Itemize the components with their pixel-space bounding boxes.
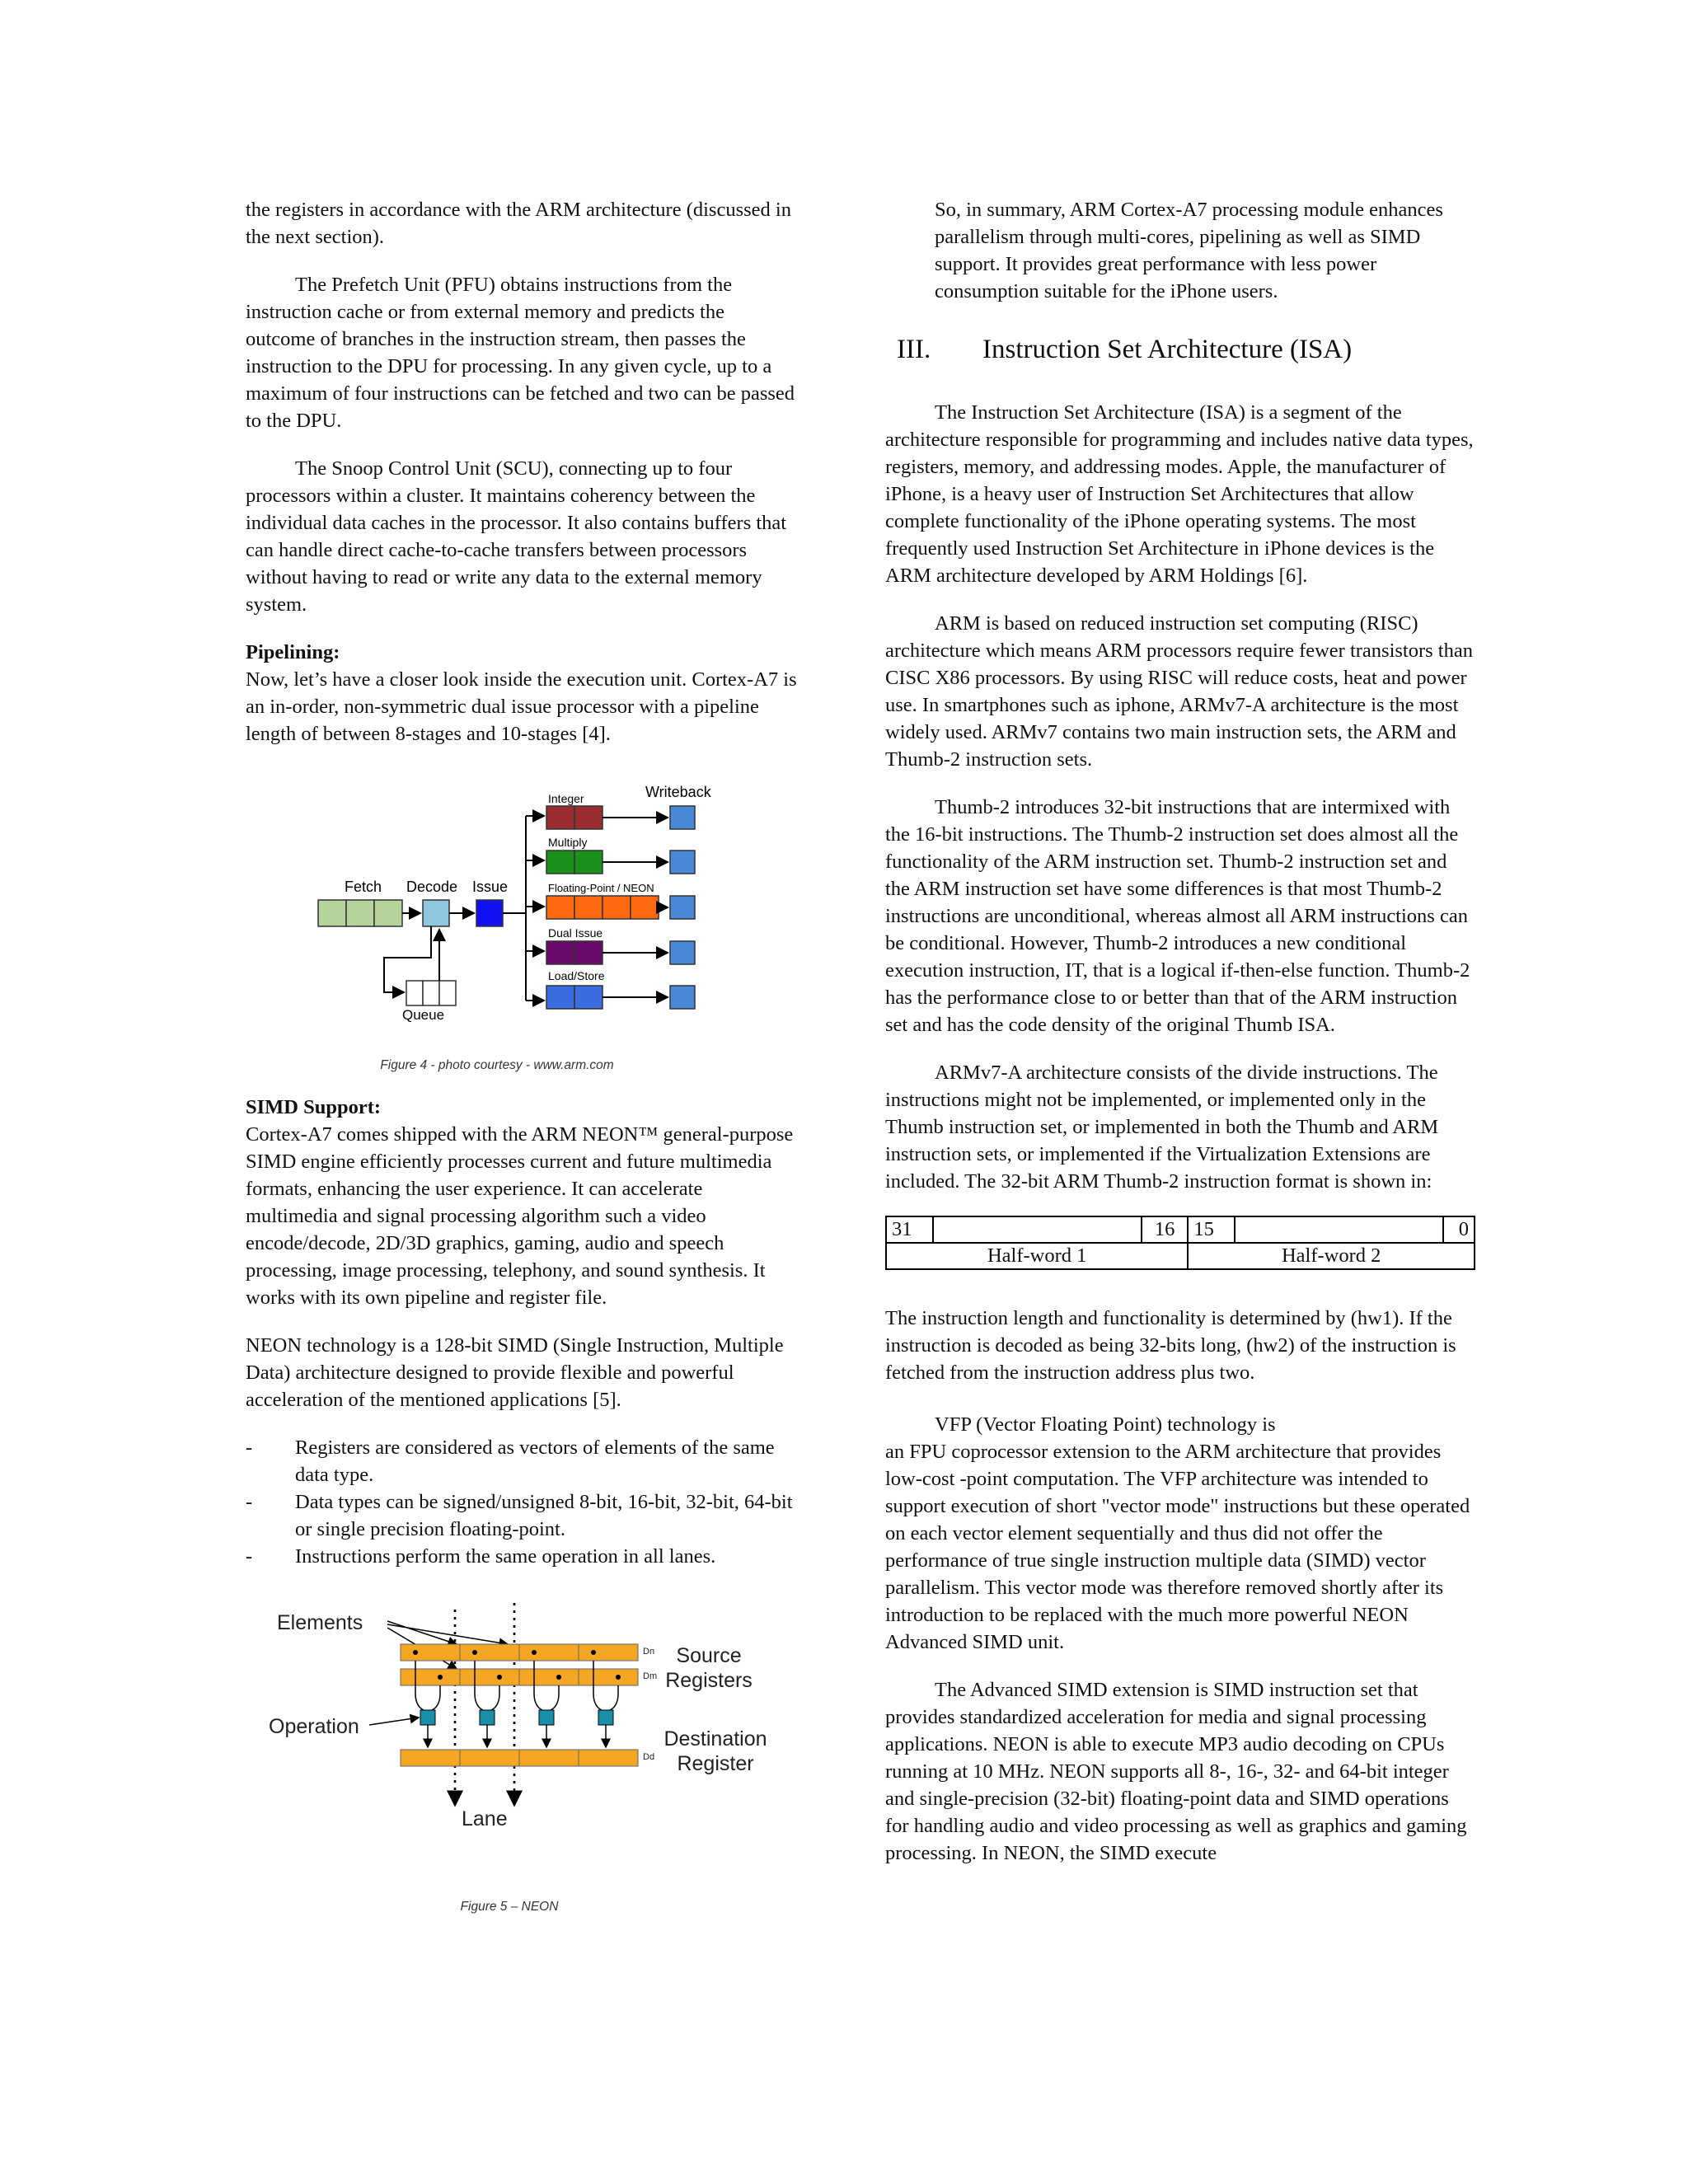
bit-16: 16 xyxy=(1142,1216,1189,1243)
paragraph-armv7: ARMv7-A architecture consists of the divide instructions. The instructions might not be implemented, or implemented only in the Thumb instruction set, or implemented in both the Thumb and ARM instruction sets, or implemented if the Virtualization Extensions are included. The 32-bit ARM Thumb-2 instruction format is shown in: xyxy=(885,1062,1439,1193)
integer-pipe xyxy=(546,806,603,829)
list-item: - Data types can be signed/unsigned 8-bit, 16-bit, 32-bit, 64-bit or single precision floating-point. xyxy=(246,1491,793,1540)
operation-label: Operation xyxy=(269,1715,359,1738)
multiply-label: Multiply xyxy=(548,836,588,849)
figure-5 xyxy=(246,1595,798,1924)
register-dm xyxy=(401,1669,638,1685)
bullet-list xyxy=(246,1434,798,1570)
paragraph-isa: The Instruction Set Architecture (ISA) is a segment of the architecture responsible for programming and includes native data types, registers, memory, and addressing modes. Apple, the manufacturer of iPhone, is a heavy user of Instruction Set Architectures that allow complete functionality of the iPhone operating systems. The most frequently used Instruction Set Architecture in iPhone devices is the ARM architecture developed by ARM Holdings [6]. xyxy=(885,401,1474,587)
list-item: - Instructions perform the same operation in all lanes. xyxy=(246,1545,716,1568)
destination-label: Destination xyxy=(663,1727,767,1750)
half-word-2: Half-word 2 xyxy=(1188,1243,1475,1269)
paragraph-advanced-simd: The Advanced SIMD extension is SIMD instruction set that provides standardized acceleration for media and signal processing applications. NEON is able to execute MP3 audio decoding on CPUs running at 10 MHz. NEON supports all 8-, 16-, 32- and 64-bit integer and single-precision (32-bit) floating-point data and SIMD operations for handling audio and video processing as well as graphics and gaming processing. In NEON, the SIMD execute xyxy=(885,1679,1467,1864)
integer-label: Integer xyxy=(548,792,584,805)
decode-stage xyxy=(423,900,449,926)
bit-31: 31 xyxy=(886,1216,933,1243)
figure-4-caption: Figure 4 - photo courtesy - www.arm.com xyxy=(380,1058,614,1072)
decode-label: Decode xyxy=(406,879,458,895)
section-heading xyxy=(885,333,1475,366)
paragraph-scu: The Snoop Control Unit (SCU), connecting up to four processors within a cluster. It maintains coherency between the individual data caches in the processor. It also contains buffers that can handle direct cache-to-cache transfers between processors without having to read or write any data to the external memory system. xyxy=(246,457,787,616)
fpneon-pipe xyxy=(546,896,659,919)
loadstore-label: Load/Store xyxy=(548,969,605,982)
queue-stage xyxy=(406,981,456,1005)
writeback-label: Writeback xyxy=(645,784,711,800)
register-dn xyxy=(401,1644,638,1661)
writeback-stage xyxy=(670,806,695,1009)
fetch-label: Fetch xyxy=(345,879,382,895)
left-column xyxy=(246,196,798,1924)
paragraph-vfp: VFP (Vector Floating Point) technology is an FPU coprocessor extension to the ARM architecture that provides low-cost -point computation. The VFP architecture was intended to support execution of short "vector mode" instructions but these operated on each vector element sequentially and thus did not offer the performance of true single instruction multiple data (SIMD) vector parallelism. This vector mode was therefore removed shortly after its introduction to be replaced with the much more powerful NEON Advanced SIMD unit. xyxy=(885,1413,1470,1653)
paragraph-thumb: Thumb-2 introduces 32-bit instructions that are intermixed with the 16-bit instructions. The Thumb-2 instruction set does almost all the functionality of the ARM instruction set. Thumb-2 instruction set and the ARM instruction set have some differences is that most Thumb-2 instructions are unconditional, whereas almost all ARM instructions can be conditional. However, Thumb-2 introduces a new conditional execution instruction, IT, that is a logical if-then-else function. Thumb-2 has the performance close to or better than that of the ARM instruction set and has the code density of the original Thumb ISA. xyxy=(885,796,1470,1036)
figure-4 xyxy=(246,768,798,1072)
dm-label: Dm xyxy=(643,1671,658,1681)
section-title: Instruction Set Architecture (ISA) xyxy=(982,335,1353,364)
paragraph-neon: NEON technology is a 128-bit SIMD (Single Instruction, Multiple Data) architecture designed to provide flexible and powerful acceleration of the mentioned applications [5]. xyxy=(246,1334,784,1411)
fetch-stage xyxy=(318,900,402,926)
paragraph-pipelining: Now, let’s have a closer look inside the execution unit. Cortex-A7 is an in-order, non-symmetric dual issue processor with a pipeline length of between 8-stages and 10-stages [4]. xyxy=(246,668,797,745)
paragraph-length: The instruction length and functionality is determined by (hw1). If the instruction is decoded as being 32-bits long, (hw2) of the instruction is fetched from the instruction address plus two. xyxy=(885,1307,1456,1384)
half-word-1: Half-word 1 xyxy=(886,1243,1188,1269)
register-label: Register xyxy=(677,1752,754,1775)
instruction-format-table xyxy=(885,1216,1475,1270)
lane-label: Lane xyxy=(462,1807,508,1830)
paragraph-risc: ARM is based on reduced instruction set computing (RISC) architecture which means ARM processors require fewer transistors than CISC X86 processors. By using RISC will reduce costs, heat and power use. In smartphones such as iphone, ARMv7-A architecture is the most widely used. ARMv7 contains two main instruction sets, the ARM and Thumb-2 instruction sets. xyxy=(885,612,1473,771)
queue-label: Queue xyxy=(402,1007,445,1023)
source-label: Source xyxy=(676,1644,742,1667)
register-dd xyxy=(401,1750,638,1766)
pipelining-heading: Pipelining: xyxy=(246,641,340,663)
dual-issue-pipe xyxy=(546,941,603,964)
multiply-pipe xyxy=(546,851,603,874)
figure-5-caption: Figure 5 – NEON xyxy=(460,1900,559,1914)
simd-heading: SIMD Support: xyxy=(246,1096,382,1118)
registers-label: Registers xyxy=(665,1669,753,1692)
issue-stage xyxy=(476,900,503,926)
section-number: III. xyxy=(897,335,931,364)
neon-diagram xyxy=(246,1595,798,1879)
paragraph-pfu: The Prefetch Unit (PFU) obtains instructions from the instruction cache or from external memory and predicts the outcome of branches in the instruction stream, then passes the instruction to the DPU for processing. In any given cycle, up to a maximum of four instructions can be fetched and two can be passed to the DPU. xyxy=(246,274,795,432)
paragraph-simd: Cortex-A7 comes shipped with the ARM NEON™ general-purpose SIMD engine efficiently processes current and future multimedia formats, enhancing the user experience. It can accelerate multimedia and signal processing algorithm such a video encode/decode, 2D/3D graphics, gaming, audio and speech processing, image processing, telephony, and sound synthesis. It works with its own pipeline and register file. xyxy=(246,1123,794,1309)
dn-label: Dn xyxy=(643,1647,655,1657)
paragraph-summary: So, in summary, ARM Cortex-A7 processing module enhances parallelism through multi-cores, pipelining as well as SIMD support. It provides great performance with less power consumption suitable for the iPhone users. xyxy=(935,199,1443,302)
list-item: - Registers are considered as vectors of elements of the same data type. xyxy=(246,1436,775,1486)
pipeline-diagram xyxy=(246,768,798,1044)
dual-label: Dual Issue xyxy=(548,926,603,940)
table-row xyxy=(886,1243,1475,1269)
loadstore-pipe xyxy=(546,986,603,1009)
dd-label: Dd xyxy=(643,1752,655,1762)
table-row xyxy=(886,1216,1475,1243)
fpneon-label: Floating-Point / NEON xyxy=(548,882,654,894)
bit-0: 0 xyxy=(1443,1216,1475,1243)
right-column xyxy=(885,196,1475,1887)
elements-label: Elements xyxy=(277,1611,363,1634)
paragraph-intro: the registers in accordance with the ARM architecture (discussed in the next section). xyxy=(246,199,791,248)
issue-label: Issue xyxy=(472,879,509,895)
bit-15: 15 xyxy=(1188,1216,1235,1243)
